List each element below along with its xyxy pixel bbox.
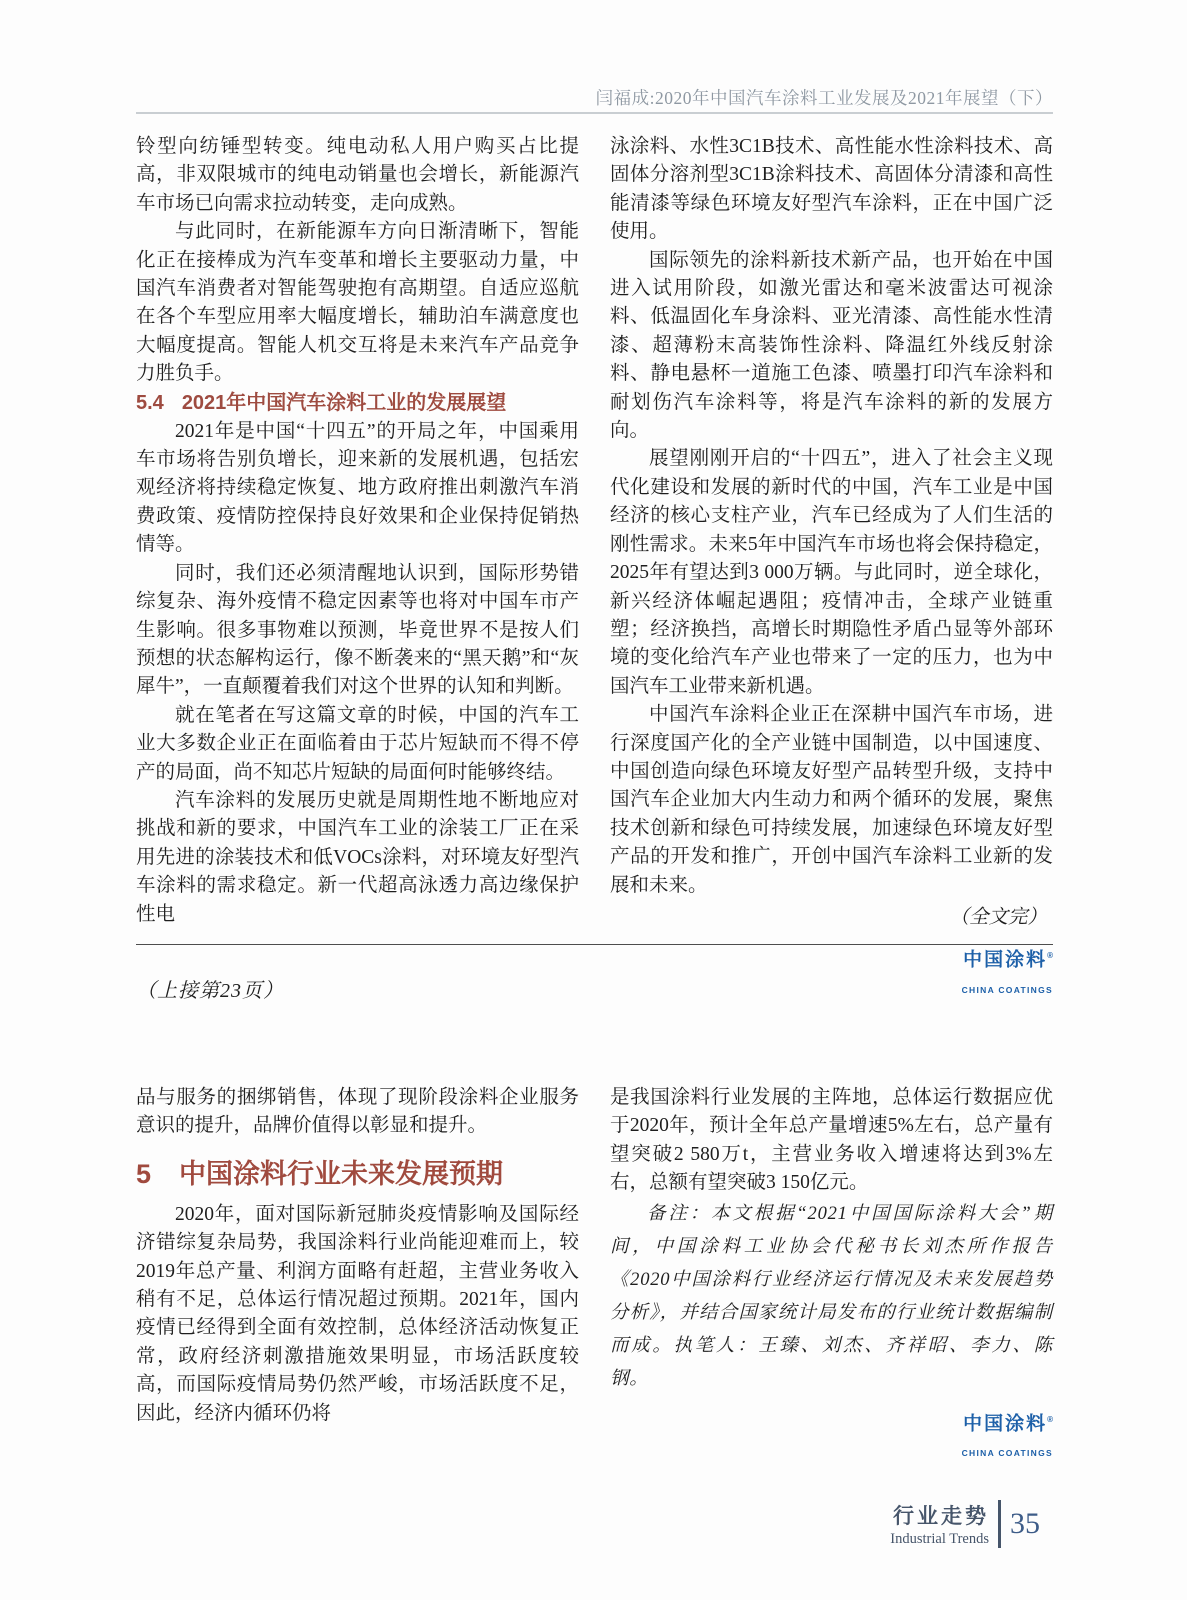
paragraph: 泳涂料、水性3C1B技术、高性能水性涂料技术、高固体分溶剂型3C1B涂料技术、高固体分清漆和高性能清漆等绿色环境友好型汽车涂料，正在中国广泛使用。 — [610, 136, 1053, 243]
top-right-column — [610, 133, 1053, 1005]
paragraph: 同时，我们还必须清醒地认识到，国际形势错综复杂、海外疫情不稳定因素等也将对中国车市产生影响。很多事物难以预测，毕竟世界不是按人们预想的状态解构运行，像不断袭来的“黑天鹅”和“灰犀牛”，一直颠覆着我们对这个世界的认知和判断。 — [136, 562, 579, 698]
page-number: 35 — [1010, 1507, 1040, 1540]
page-footer — [890, 1500, 1040, 1548]
top-article-section — [136, 133, 1053, 1005]
subsection-heading-5-4 — [136, 389, 579, 418]
heading-number: 5 — [136, 1158, 152, 1189]
heading-title: 中国涂料行业未来发展预期 — [179, 1158, 504, 1189]
paragraph: 就在笔者在写这篇文章的时候，中国的汽车工业大多数企业正在面临着由于芯片短缺而不得不停产的局面，尚不知芯片短缺的局面何时能够终结。 — [136, 704, 579, 783]
paragraph: 品与服务的捆绑销售，体现了现阶段涂料企业服务意识的提升，品牌价值得以彰显和提升。 — [136, 1087, 579, 1137]
paragraph: 铃型向纺锤型转变。纯电动私人用户购买占比提高，非双限城市的纯电动销量也会增长，新能源汽车市场已向需求拉动转变，走向成熟。 — [136, 136, 579, 214]
footer-section-labels — [890, 1500, 989, 1548]
china-coatings-logo — [610, 1406, 1053, 1468]
top-left-column — [136, 133, 579, 1005]
bottom-article-section — [136, 1084, 1053, 1468]
china-coatings-logo — [610, 942, 1053, 1004]
editorial-remark: 备注：本文根据“2021中国国际涂料大会”期间，中国涂料工业协会代秘书长刘杰所作报告《2020中国涂料行业经济运行情况及未来发展趋势分析》，并结合国家统计局发布的行业统计数据编制而成。执笔人：王臻、刘杰、齐祥昭、李力、陈钢。 — [610, 1203, 1053, 1389]
footer-section-name-cn: 行业走势 — [893, 1505, 989, 1528]
bottom-right-column — [610, 1084, 1053, 1468]
heading-number: 5.4 — [136, 391, 164, 414]
article-end-mark: （全文完） — [949, 906, 1047, 928]
footer-vertical-divider — [998, 1500, 1001, 1548]
continued-from-note: （上接第23页） — [136, 980, 284, 1002]
header-divider — [136, 112, 1053, 114]
paragraph: 国际领先的涂料新技术新产品，也开始在中国进入试用阶段，如激光雷达和毫米波雷达可视涂料、低温固化车身涂料、亚光清漆、高性能水性清漆、超薄粉末高装饰性涂料、降温红外线反射涂料、静电悬杯一道施工色漆、喷墨打印汽车涂料和耐划伤汽车涂料等，将是汽车涂料的新的发展方向。 — [610, 249, 1053, 442]
section-heading-5 — [136, 1157, 579, 1191]
logo-chinese-text: 中国涂料® — [963, 1412, 1053, 1434]
heading-title: 2021年中国汽车涂料工业的发展展望 — [181, 391, 507, 414]
paragraph: 2021年是中国“十四五”的开局之年，中国乘用车市场将告别负增长，迎来新的发展机遇，包括宏观经济将持续稳定恢复、地方政府推出刺激汽车消费政策、疫情防控保持良好效果和企业保持促销热情等。 — [136, 420, 579, 556]
registered-trademark-mark: ® — [1047, 1414, 1053, 1424]
running-header-title: 闫福成:2020年中国汽车涂料工业发展及2021年展望（下） — [595, 88, 1053, 108]
paragraph: 中国汽车涂料企业正在深耕中国汽车市场，进行深度国产化的全产业链中国制造，以中国速度、中国创造向绿色环境友好型产品转型升级，支持中国汽车企业加大内生动力和两个循环的发展，聚焦技术创新和绿色可持续发展，加速绿色环境友好型产品的开发和推广，开创中国汽车涂料工业新的发展和未来。 — [610, 704, 1053, 896]
paragraph: 展望刚刚开启的“十四五”，进入了社会主义现代化建设和发展的新时代的中国，汽车工业是中国经济的核心支柱产业，汽车已经成为了人们生活的刚性需求。未来5年中国汽车市场也将会保持稳定，2025年有望达到3 000万辆。与此同时，逆全球化，新兴经济体崛起遇阻；疫情冲击，全球产业链重塑；经济换挡，高增长时期隐性矛盾凸显等外部环境的变化给汽车产业也带来了一定的压力，也为中国汽车工业带来新机遇。 — [610, 448, 1053, 697]
logo-english-text: CHINA COATINGS — [961, 1448, 1053, 1459]
registered-trademark-mark: ® — [1047, 951, 1053, 961]
paragraph: 是我国涂料行业发展的主阵地，总体运行数据应优于2020年，预计全年总产量增速5%左右，总产量有望突破2 580万t，主营业务收入增速将达到3%左右，总额有望突破3 150亿元。 — [610, 1087, 1053, 1194]
section-divider — [136, 944, 1053, 945]
paragraph: 与此同时，在新能源车方向日渐清晰下，智能化正在接棒成为汽车变革和增长主要驱动力量，中国汽车消费者对智能驾驶抱有高期望。自适应巡航在各个车型应用率大幅度增长，辅助泊车满意度也大幅度提高。智能人机交互将是未来汽车产品竞争力胜负手。 — [136, 221, 579, 385]
paragraph: 汽车涂料的发展历史就是周期性地不断地应对挑战和新的要求，中国汽车工业的涂装工厂正在采用先进的涂装技术和低VOCs涂料，对环境友好型汽车涂料的需求稳定。新一代超高泳透力高边缘保护性电 — [136, 789, 579, 925]
bottom-left-column — [136, 1084, 579, 1468]
logo-english-text: CHINA COATINGS — [961, 985, 1053, 996]
paragraph: 2020年，面对国际新冠肺炎疫情影响及国际经济错综复杂局势，我国涂料行业尚能迎难而上，较2019年总产量、利润方面略有赶超，主营业务收入稍有不足，总体运行情况超过预期。2021年，国内疫情已经得到全面有效控制，总体经济活动恢复正常，政府经济刺激措施效果明显，市场活跃度较高，而国际疫情局势仍然严峻，市场活跃度不足，因此，经济内循环仍将 — [136, 1203, 579, 1424]
logo-chinese-text: 中国涂料® — [963, 949, 1053, 971]
footer-section-name-en: Industrial Trends — [890, 1531, 989, 1547]
